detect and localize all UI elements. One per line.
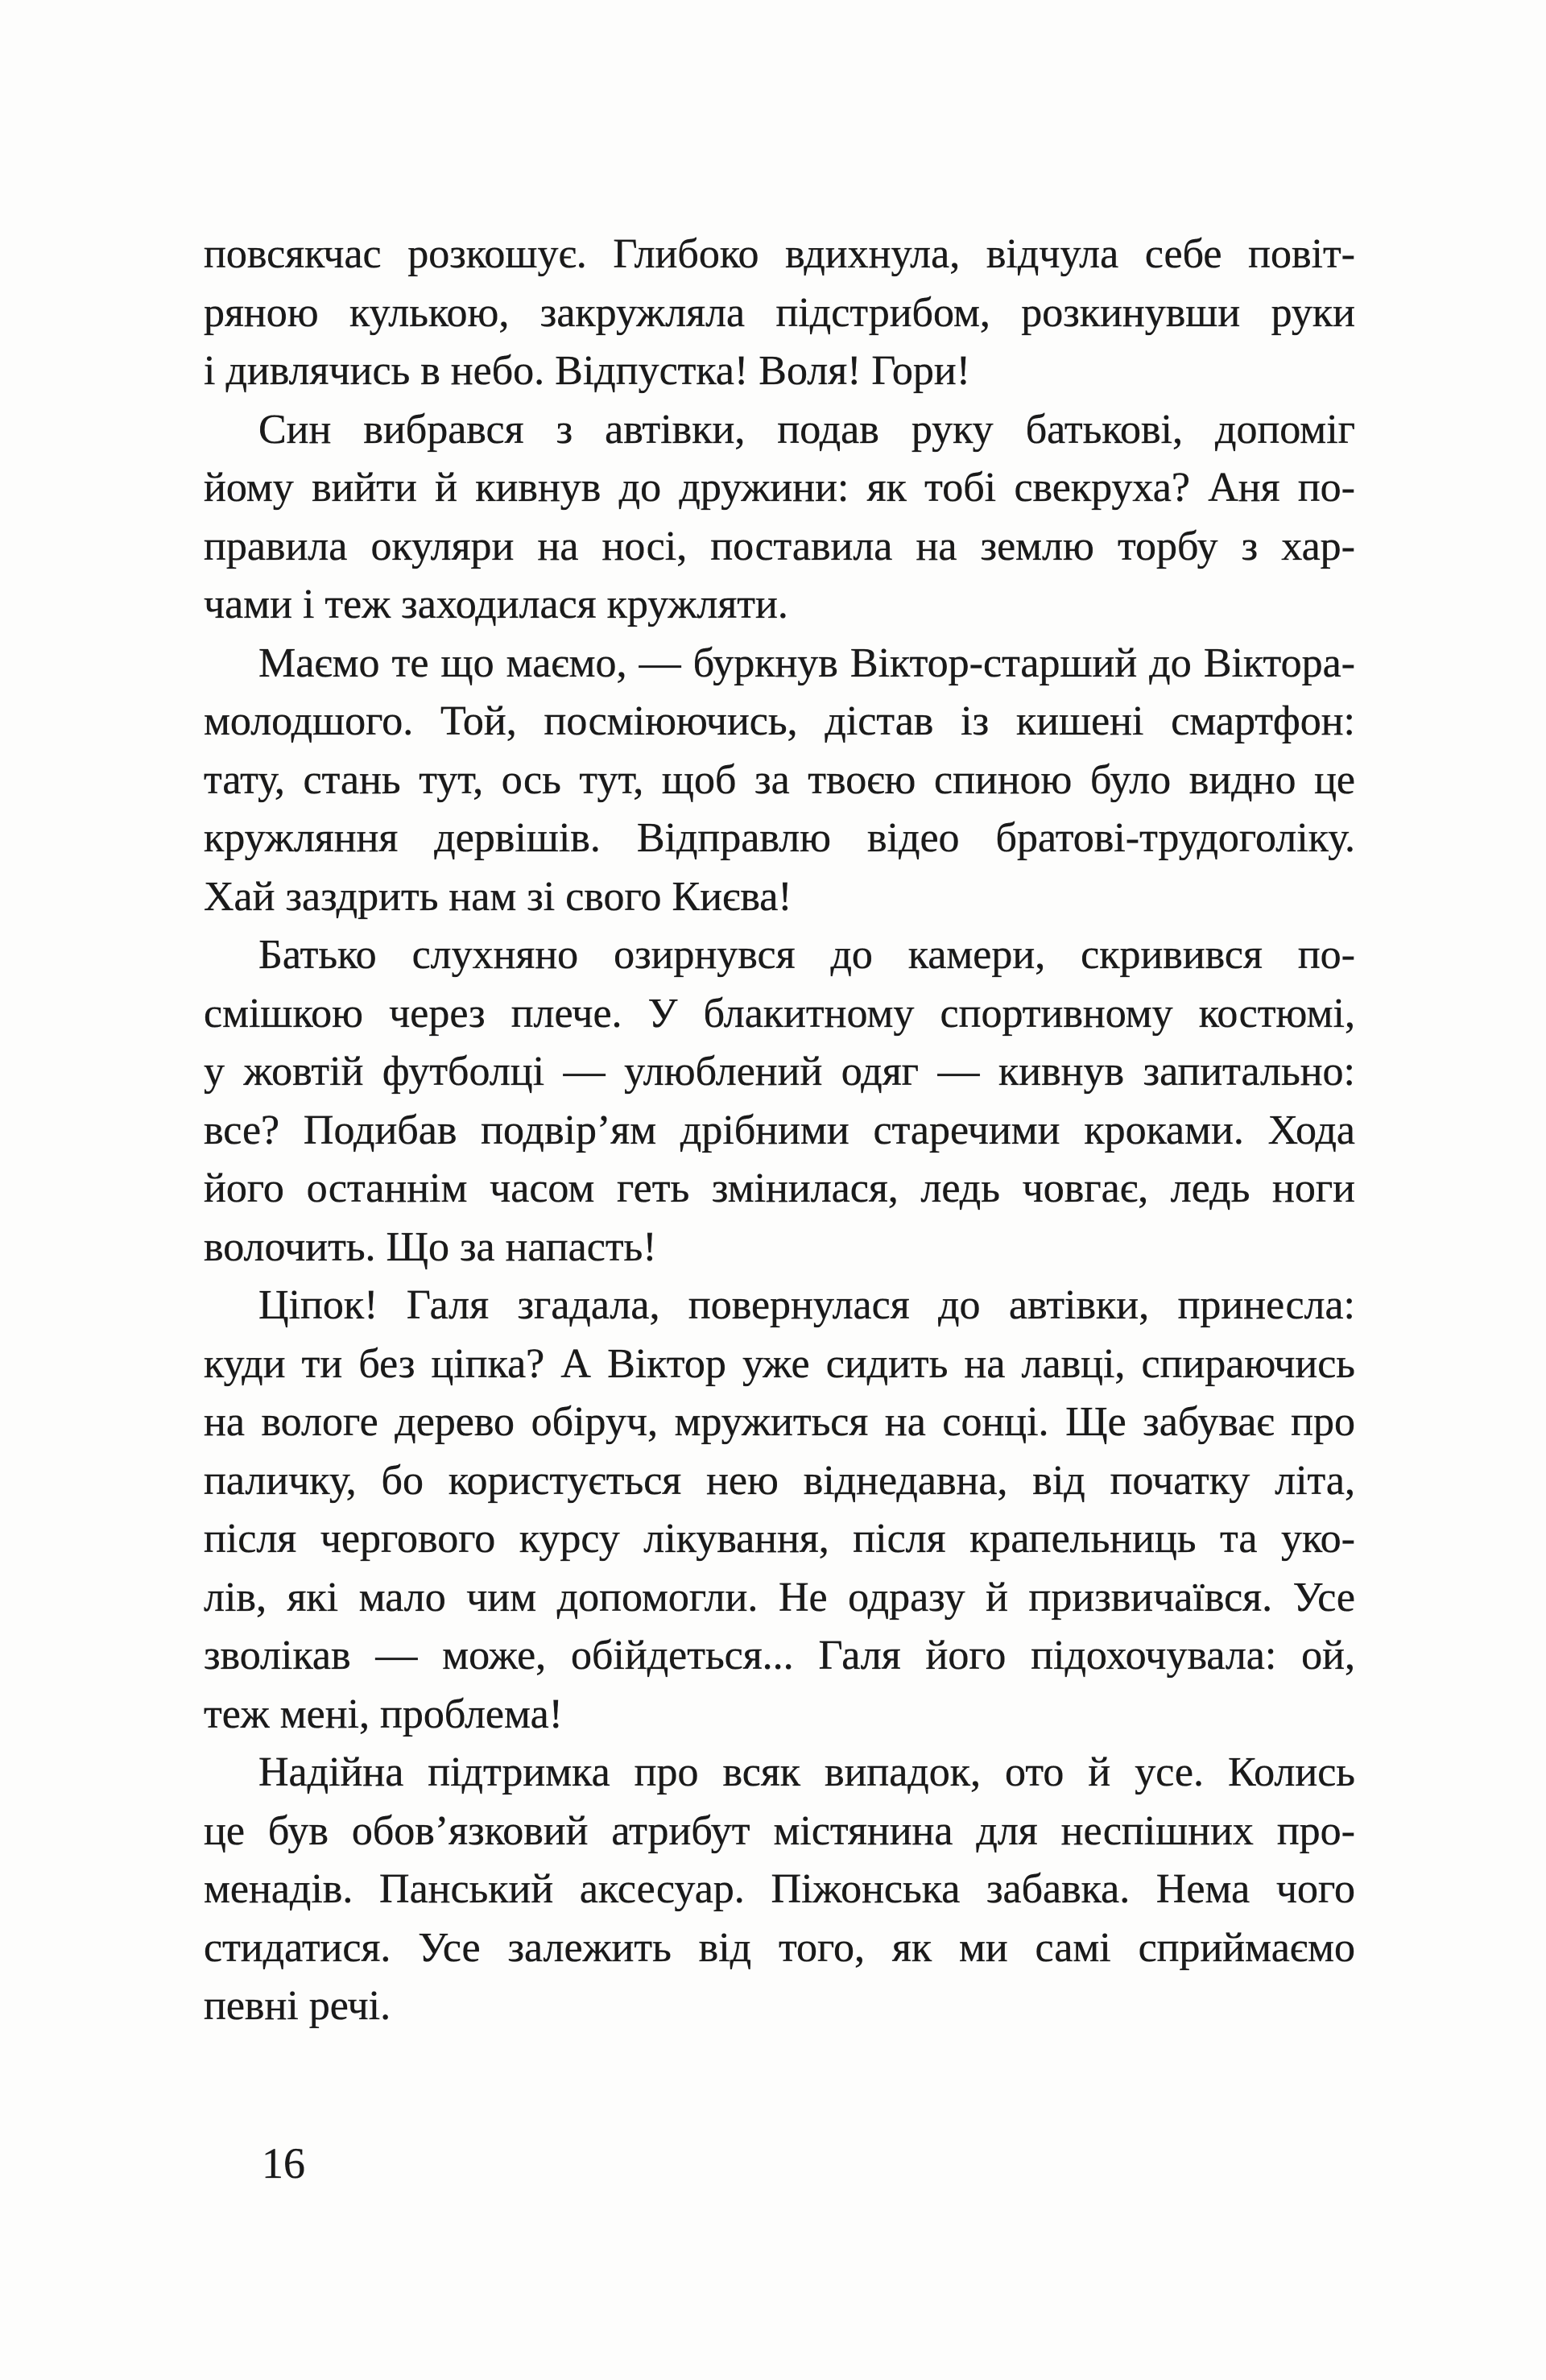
text-line: у жовтій футболці — улюблений одяг — кивнув запитально: bbox=[204, 1049, 1355, 1095]
text-line: Син вибрався з автівки, подав руку батькові, допоміг bbox=[258, 406, 1355, 453]
text-line: Батько слухняно озирнувся до камери, скривився по- bbox=[258, 932, 1355, 978]
text-block bbox=[204, 226, 1355, 2036]
text-line: ряною кулькою, закружляла підстрибом, розкинувши руки bbox=[204, 289, 1355, 336]
text-line: правила окуляри на носі, поставила на землю торбу з хар- bbox=[204, 523, 1355, 569]
paragraph bbox=[204, 226, 1355, 401]
text-line: чами і теж заходилася кружляти. bbox=[204, 582, 788, 627]
text-line: певні речі. bbox=[204, 1983, 391, 2029]
text-line: куди ти без ціпка? А Віктор уже сидить на лавці, спираючись bbox=[204, 1340, 1355, 1387]
paragraph bbox=[204, 1277, 1355, 1744]
text-line: тату, стань тут, ось тут, щоб за твоєю спиною було видно це bbox=[204, 756, 1355, 803]
text-line: зволікав — може, обійдеться... Галя його підохочувала: ой, bbox=[204, 1633, 1355, 1678]
text-line: Хай заздрить нам зі свого Києва! bbox=[204, 873, 792, 920]
text-line: його останнім часом геть змінилася, ледь човгає, ледь ноги bbox=[204, 1165, 1355, 1211]
text-line: теж мені, проблема! bbox=[204, 1691, 563, 1737]
text-line: смішкою через плече. У блакитному спортивному костюмі, bbox=[204, 990, 1355, 1037]
paragraph bbox=[204, 1744, 1355, 2036]
text-line: менадів. Панський аксесуар. Піжонська забавка. Нема чого bbox=[204, 1866, 1355, 1912]
text-line: лів, які мало чим допомогли. Не одразу й призвичаївся. Усе bbox=[204, 1574, 1355, 1620]
text-line: молодшого. Той, посміюючись, дістав із кишені смартфон: bbox=[204, 698, 1355, 744]
text-line: після чергового курсу лікування, після крапельниць та уко- bbox=[204, 1516, 1355, 1562]
text-line: волочить. Що за напасть! bbox=[204, 1223, 657, 1270]
text-line: кружляння дервішів. Відправлю відео братові-трудоголіку. bbox=[204, 815, 1355, 861]
paragraph bbox=[204, 401, 1355, 635]
text-line: все? Подибав подвір’ям дрібними старечими кроками. Хода bbox=[204, 1107, 1355, 1153]
paragraph bbox=[204, 635, 1355, 927]
page-number: 16 bbox=[262, 2139, 305, 2188]
text-line: Надійна підтримка про всяк випадок, ото й усе. Колись bbox=[258, 1749, 1355, 1795]
text-line: йому вийти й кивнув до дружини: як тобі свекруха? Аня по- bbox=[204, 465, 1355, 511]
text-line: на вологе дерево обіруч, мружиться на сонці. Ще забуває про bbox=[204, 1399, 1355, 1445]
paragraph bbox=[204, 926, 1355, 1277]
text-line: стидатися. Усе залежить від того, як ми самі сприймаємо bbox=[204, 1924, 1355, 1971]
text-line: повсякчас розкошує. Глибоко вдихнула, відчула себе повіт- bbox=[204, 231, 1355, 277]
text-line: Ціпок! Галя згадала, повернулася до автівки, принесла: bbox=[258, 1282, 1355, 1328]
text-line: паличку, бо користується нею віднедавна, від початку літа, bbox=[204, 1457, 1355, 1504]
text-line: це був обов’язковий атрибут містянина для неспішних про- bbox=[204, 1807, 1355, 1854]
text-line: Маємо те що маємо, — буркнув Віктор-старший до Віктора- bbox=[258, 639, 1355, 686]
text-line: і дивлячись в небо. Відпустка! Воля! Гори! bbox=[204, 348, 971, 394]
